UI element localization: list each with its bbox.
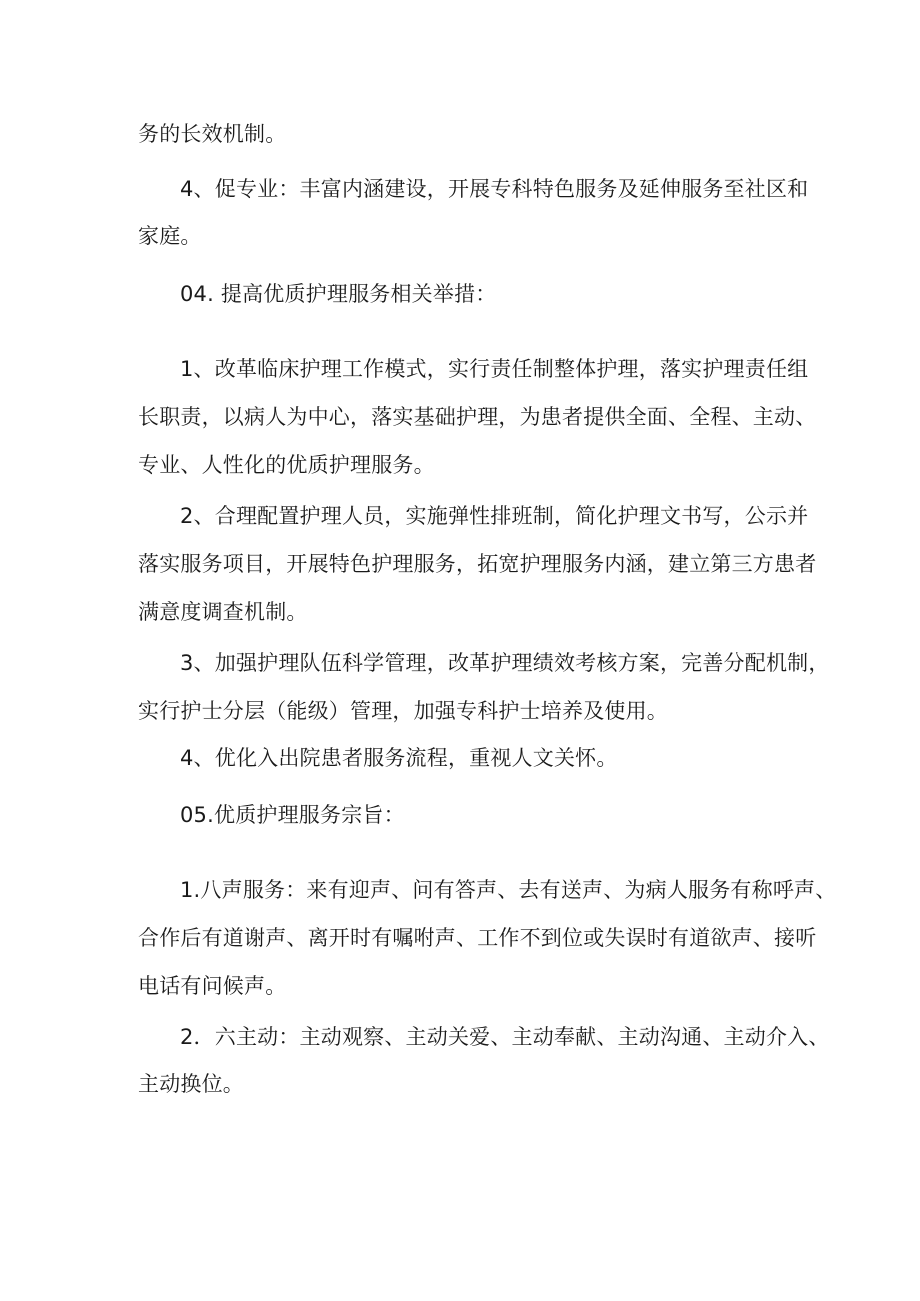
text-line-3: 家庭。 <box>138 224 202 248</box>
text-line-11: 3、加强护理队伍科学管理，改革护理绩效考核方案，完善分配机制， <box>180 651 830 675</box>
text-line-16: 合作后有道谢声、离开时有嘱咐声、工作不到位或失误时有道欲声、接听 <box>138 926 817 950</box>
text-line-5: 1、改革临床护理工作模式，实行责任制整体护理，落实护理责任组 <box>180 357 809 381</box>
text-line-9: 落实服务项目，开展特色护理服务，拓宽护理服务内涵，建立第三方患者 <box>138 552 817 576</box>
text-line-13: 4、优化入出院患者服务流程，重视人文关怀。 <box>180 746 618 770</box>
text-line-10: 满意度调查机制。 <box>138 600 308 624</box>
text-line-2: 4、促专业：丰富内涵建设，开展专科特色服务及延伸服务至社区和 <box>180 177 809 201</box>
section-heading-05: 05.优质护理服务宗旨： <box>180 803 405 827</box>
text-line-12: 实行护士分层（能级）管理，加强专科护士培养及使用。 <box>138 699 668 723</box>
text-line-15: 1.八声服务：来有迎声、问有答声、去有送声、为病人服务有称呼声、 <box>180 878 837 902</box>
section-heading-04: 04. 提高优质护理服务相关举措： <box>180 282 497 306</box>
text-line-7: 专业、人性化的优质护理服务。 <box>138 453 435 477</box>
text-line-17: 电话有问候声。 <box>138 974 287 998</box>
text-line-19: 主动换位。 <box>138 1072 244 1096</box>
text-line-18: 2．六主动：主动观察、主动关爱、主动奉献、主动沟通、主动介入、 <box>180 1025 830 1049</box>
text-line-8: 2、合理配置护理人员，实施弹性排班制，简化护理文书写，公示并 <box>180 504 809 528</box>
text-line-1: 务的长效机制。 <box>138 122 287 146</box>
text-line-6: 长职责，以病人为中心，落实基础护理，为患者提供全面、全程、主动、 <box>138 405 817 429</box>
